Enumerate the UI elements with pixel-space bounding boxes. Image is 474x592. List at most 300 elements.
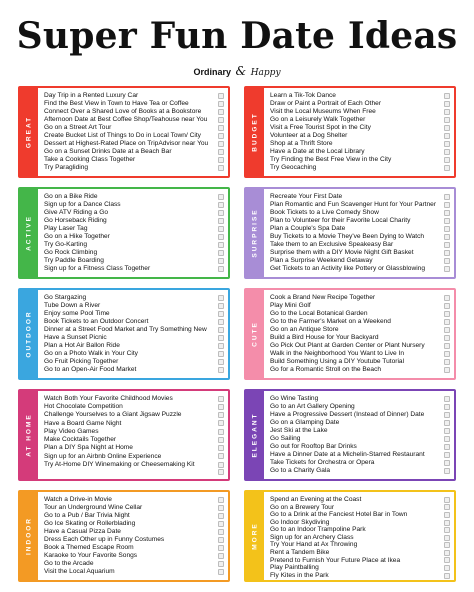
idea-item: [270, 233, 450, 241]
idea-item: [44, 436, 224, 444]
checkbox[interactable]: [444, 535, 450, 541]
section-cute: [244, 288, 456, 380]
checkbox[interactable]: [444, 420, 450, 426]
idea-item: [44, 140, 224, 148]
checkbox[interactable]: [218, 521, 224, 527]
idea-text: Buy Tickets to a Movie They've Been Dying to Watch: [270, 233, 425, 241]
checkbox[interactable]: [444, 497, 450, 503]
idea-item: [270, 395, 450, 403]
ideas-list: [264, 492, 454, 580]
idea-item: [44, 148, 224, 156]
checkbox[interactable]: [444, 250, 450, 256]
idea-text: Go to an Indoor Trampoline Park: [270, 526, 366, 534]
idea-item: [270, 526, 450, 534]
checkbox[interactable]: [218, 258, 224, 264]
idea-text: Go Fruit Picking Together: [44, 358, 119, 366]
checkbox[interactable]: [218, 537, 224, 543]
idea-text: Go to the Local Botanical Garden: [270, 310, 368, 318]
idea-item: [44, 496, 224, 504]
idea-item: [44, 318, 224, 326]
checkbox[interactable]: [444, 101, 450, 107]
idea-item: [270, 209, 450, 217]
idea-item: [44, 302, 224, 310]
idea-text: Go for a Romantic Stroll on the Beach: [270, 366, 382, 374]
checkbox[interactable]: [444, 117, 450, 123]
idea-text: Tube Down a River: [44, 302, 101, 310]
idea-text: Play Mini Golf: [270, 302, 311, 310]
idea-item: [44, 241, 224, 249]
checkbox[interactable]: [444, 218, 450, 224]
idea-text: Jest Ski at the Lake: [270, 427, 328, 435]
checkbox[interactable]: [218, 359, 224, 365]
checkbox[interactable]: [444, 542, 450, 548]
section-label-more: [246, 492, 264, 580]
checkbox[interactable]: [444, 573, 450, 579]
idea-item: [270, 124, 450, 132]
idea-item: [270, 302, 450, 310]
idea-text: Take a Cooking Class Together: [44, 156, 136, 164]
checkbox[interactable]: [444, 351, 450, 357]
idea-item: [270, 557, 450, 565]
checkbox[interactable]: [218, 101, 224, 107]
checkbox[interactable]: [444, 557, 450, 563]
idea-item: [44, 461, 224, 469]
checkbox[interactable]: [444, 210, 450, 216]
idea-item: [44, 124, 224, 132]
checkbox[interactable]: [218, 529, 224, 535]
section-great: [18, 86, 230, 178]
ideas-list: [38, 189, 228, 277]
checkbox[interactable]: [218, 335, 224, 341]
section-label-cute: [246, 290, 264, 378]
idea-text: Walk in the Neighborhood You Want to Live In: [270, 350, 405, 358]
checkbox[interactable]: [218, 202, 224, 208]
checkbox[interactable]: [444, 258, 450, 264]
idea-text: Plan Romantic and Fun Scavenger Hunt for Your Partner: [270, 201, 437, 209]
section-label-indoor: [20, 492, 38, 580]
idea-text: Have a Date at the Local Library: [270, 148, 365, 156]
idea-text: Book a Themed Escape Room: [44, 544, 134, 552]
idea-text: Sign up for a Fitness Class Together: [44, 265, 151, 273]
section-label-active: [20, 189, 38, 277]
idea-item: [44, 294, 224, 302]
idea-item: [44, 469, 224, 475]
idea-item: [270, 519, 450, 527]
section-elegant: [244, 389, 456, 481]
section-at-home: [18, 389, 230, 481]
section-label-text: ELEGANT: [251, 412, 259, 458]
checkbox[interactable]: [218, 553, 224, 559]
idea-item: [44, 552, 224, 560]
checkbox[interactable]: [218, 194, 224, 200]
date-ideas-grid: [18, 86, 456, 582]
idea-item: [270, 241, 450, 249]
idea-text: Take Tickets for Orchestra or Opera: [270, 459, 375, 467]
idea-text: Go on a Photo Walk in Your City: [44, 350, 138, 358]
idea-text: Try Geocaching: [270, 164, 317, 172]
idea-item: [44, 536, 224, 544]
idea-text: Spend an Evening at the Coast: [270, 496, 362, 503]
checkbox[interactable]: [444, 266, 450, 272]
idea-text: Afternoon Date at Best Coffee Shop/Teahouse near You: [44, 116, 208, 124]
idea-item: [270, 511, 450, 519]
checkbox[interactable]: [218, 396, 224, 402]
idea-text: Draw or Paint a Portrait of Each Other: [270, 100, 382, 108]
idea-text: Have a Dinner Date at a Michelin-Starred Restaurant: [270, 451, 425, 459]
ideas-list: [264, 290, 454, 378]
checkbox[interactable]: [444, 512, 450, 518]
checkbox[interactable]: [444, 504, 450, 510]
idea-item: [270, 403, 450, 411]
idea-text: Take them to an Exclusive Speakeasy Bar: [270, 241, 394, 249]
checkbox[interactable]: [444, 460, 450, 466]
checkbox[interactable]: [444, 109, 450, 115]
idea-item: [270, 326, 450, 334]
ideas-list: [38, 492, 228, 580]
idea-text: Go on a Leisurely Walk Together: [270, 116, 366, 124]
checkbox[interactable]: [444, 141, 450, 147]
checkbox[interactable]: [218, 157, 224, 163]
idea-item: [270, 334, 450, 342]
brand-line: [0, 64, 474, 78]
checkbox[interactable]: [444, 202, 450, 208]
checkbox[interactable]: [218, 469, 224, 475]
checkbox[interactable]: [218, 234, 224, 240]
idea-text: Go Stargazing: [44, 294, 87, 301]
idea-item: [44, 249, 224, 257]
checkbox[interactable]: [218, 327, 224, 333]
idea-item: [44, 225, 224, 233]
checkbox[interactable]: [444, 343, 450, 349]
checkbox[interactable]: [444, 565, 450, 571]
idea-item: [270, 100, 450, 108]
checkbox[interactable]: [218, 513, 224, 519]
checkbox[interactable]: [444, 194, 450, 200]
idea-item: [270, 156, 450, 164]
idea-item: [44, 366, 224, 374]
idea-item: [44, 265, 224, 273]
idea-item: [44, 504, 224, 512]
idea-text: Go Sailing: [270, 435, 301, 443]
idea-item: [44, 193, 224, 201]
idea-text: Play Paintballing: [270, 564, 319, 572]
idea-text: Go to a Charity Gala: [270, 467, 331, 475]
idea-item: [44, 403, 224, 411]
checkbox[interactable]: [218, 561, 224, 567]
checkbox[interactable]: [218, 545, 224, 551]
section-label-elegant: [246, 391, 264, 479]
idea-text: Fly Kites in the Park: [270, 571, 329, 579]
ideas-list: [264, 189, 454, 277]
ideas-list: [38, 290, 228, 378]
brand-ampersand: &: [235, 64, 247, 78]
section-outdoor: [18, 288, 230, 380]
checkbox[interactable]: [218, 462, 224, 468]
brand-happy: Happy: [250, 68, 281, 78]
idea-item: [44, 164, 224, 172]
idea-item: [44, 108, 224, 116]
idea-item: [270, 496, 450, 504]
idea-item: [44, 334, 224, 342]
idea-text: Find the Best View in Town to Have Tea or Coffee: [44, 100, 189, 108]
idea-text: Book Tickets to a Live Comedy Show: [270, 209, 379, 217]
checkbox[interactable]: [444, 303, 450, 309]
section-label-text: GREAT: [25, 115, 33, 149]
idea-text: Go on an Antique Store: [270, 326, 339, 334]
idea-item: [44, 528, 224, 536]
idea-text: Sign up for an Archery Class: [270, 533, 354, 541]
idea-text: Sign up for an Airbnb Online Experience: [44, 452, 162, 460]
checkbox[interactable]: [218, 165, 224, 171]
checkbox[interactable]: [444, 319, 450, 325]
idea-item: [270, 358, 450, 366]
idea-text: Go to the Arcade: [44, 560, 94, 568]
checkbox[interactable]: [444, 468, 450, 474]
idea-item: [270, 427, 450, 435]
idea-text: Surprise them with a DIY Movie Night Gift Basket: [270, 249, 414, 257]
idea-text: Visit the Local Aquarium: [44, 568, 115, 576]
idea-item: [270, 132, 450, 140]
checkbox[interactable]: [218, 242, 224, 248]
idea-item: [270, 451, 450, 459]
idea-text: Day Trip in a Rented Luxury Car: [44, 92, 139, 99]
idea-text: Plan a DIY Spa Night at Home: [44, 444, 133, 452]
idea-text: Try Finding the Best Free View in the City: [270, 156, 392, 164]
idea-item: [44, 411, 224, 419]
section-surprise: [244, 187, 456, 279]
checkbox[interactable]: [444, 428, 450, 434]
idea-text: Go on a Street Art Tour: [44, 124, 112, 132]
idea-text: Play Laser Tag: [44, 225, 88, 233]
checkbox[interactable]: [444, 404, 450, 410]
checkbox[interactable]: [444, 444, 450, 450]
checkbox[interactable]: [444, 226, 450, 232]
section-label-text: OUTDOOR: [25, 310, 33, 358]
section-label-text: ACTIVE: [25, 215, 33, 251]
checkbox[interactable]: [444, 125, 450, 131]
checkbox[interactable]: [218, 420, 224, 426]
idea-item: [44, 568, 224, 576]
checkbox[interactable]: [444, 327, 450, 333]
idea-text: Dessert at Highest-Rated Place on TripAdvisor near You: [44, 140, 209, 148]
section-more: [244, 490, 456, 582]
idea-item: [270, 201, 450, 209]
idea-item: [44, 310, 224, 318]
idea-item: [44, 444, 224, 452]
idea-item: [44, 395, 224, 403]
checkbox[interactable]: [218, 429, 224, 435]
checkbox[interactable]: [218, 319, 224, 325]
checkbox[interactable]: [444, 520, 450, 526]
checkbox[interactable]: [444, 311, 450, 317]
idea-item: [44, 116, 224, 124]
checkbox[interactable]: [218, 497, 224, 503]
idea-item: [270, 108, 450, 116]
checkbox[interactable]: [218, 367, 224, 373]
idea-text: Connect Over a Shared Love of Books at a Bookstore: [44, 108, 202, 116]
checkbox[interactable]: [218, 295, 224, 301]
section-label-text: INDOOR: [25, 517, 33, 555]
checkbox[interactable]: [444, 165, 450, 171]
section-label-budget: [246, 88, 264, 176]
ideas-list: [38, 391, 228, 479]
idea-text: Go on a Bike Ride: [44, 193, 98, 200]
idea-text: Sign up for a Dance Class: [44, 201, 121, 209]
idea-item: [270, 225, 450, 233]
checkbox[interactable]: [444, 335, 450, 341]
idea-item: [44, 257, 224, 265]
checkbox[interactable]: [218, 266, 224, 272]
checkbox[interactable]: [444, 527, 450, 533]
idea-text: Enjoy some Pool Time: [44, 310, 110, 318]
checkbox[interactable]: [444, 359, 450, 365]
checkbox[interactable]: [218, 343, 224, 349]
section-label-outdoor: [20, 290, 38, 378]
idea-text: Create Bucket List of Things to Do in Local Town/ City: [44, 132, 201, 140]
idea-text: Volunteer at a Dog Shelter: [270, 132, 348, 140]
idea-item: [44, 560, 224, 568]
section-label-text: CUTE: [251, 321, 259, 347]
idea-text: Go on a Glamping Date: [270, 419, 340, 427]
section-indoor: [18, 490, 230, 582]
checkbox[interactable]: [444, 133, 450, 139]
idea-text: Book Tickets to an Outdoor Concert: [44, 318, 149, 326]
checkbox[interactable]: [218, 149, 224, 155]
checkbox[interactable]: [218, 125, 224, 131]
idea-item: [44, 326, 224, 334]
checkbox[interactable]: [218, 303, 224, 309]
idea-text: Go Horseback Riding: [44, 217, 107, 225]
section-label-at-home: [20, 391, 38, 479]
idea-item: [44, 201, 224, 209]
idea-item: [44, 217, 224, 225]
idea-text: Go on a Brewery Tour: [270, 503, 335, 511]
idea-item: [270, 443, 450, 451]
idea-item: [44, 544, 224, 552]
idea-item: [44, 342, 224, 350]
checkbox[interactable]: [218, 437, 224, 443]
idea-text: Dress Each Other up in Funny Costumes: [44, 536, 165, 544]
idea-item: [44, 453, 224, 461]
checkbox[interactable]: [444, 93, 450, 99]
idea-text: Try Go-Karting: [44, 241, 87, 249]
checkbox[interactable]: [444, 452, 450, 458]
idea-item: [44, 92, 224, 100]
idea-item: [270, 366, 450, 374]
idea-item: [270, 350, 450, 358]
checkbox[interactable]: [218, 210, 224, 216]
checkbox[interactable]: [218, 351, 224, 357]
idea-item: [270, 140, 450, 148]
checkbox[interactable]: [218, 569, 224, 575]
idea-item: [44, 233, 224, 241]
idea-item: [44, 428, 224, 436]
checkbox[interactable]: [218, 453, 224, 459]
idea-item: [44, 512, 224, 520]
idea-text: Try At-Home DIY Winemaking or Cheesemaking Kit: [44, 460, 195, 468]
checkbox[interactable]: [444, 295, 450, 301]
idea-item: [270, 534, 450, 542]
idea-item: [270, 310, 450, 318]
idea-text: Challenge Yourselves to a Giant Jigsaw Puzzle: [44, 411, 182, 419]
idea-text: Go to a Pub / Bar Trivia Night: [44, 512, 130, 520]
checkbox[interactable]: [444, 436, 450, 442]
checkbox[interactable]: [218, 250, 224, 256]
idea-text: Build Something Using a DIY Youtube Tutorial: [270, 358, 405, 366]
idea-text: Go Indoor Skydiving: [270, 518, 330, 526]
idea-item: [44, 156, 224, 164]
idea-text: Try Paddle Boarding: [44, 257, 104, 265]
idea-text: Plan to Volunteer for their Favorite Local Charity: [270, 217, 411, 225]
checkbox[interactable]: [218, 445, 224, 451]
section-label-text: SURPRISE: [251, 208, 259, 258]
page-title: Super Fun Date Ideas: [16, 15, 458, 57]
idea-text: Go to the Farmer's Market on a Weekend: [270, 318, 391, 326]
section-active: [18, 187, 230, 279]
section-budget: [244, 86, 456, 178]
idea-text: Give ATV Riding a Go: [44, 209, 109, 217]
checkbox[interactable]: [218, 141, 224, 147]
checkbox[interactable]: [444, 550, 450, 556]
idea-text: Cook a Brand New Recipe Together: [270, 294, 376, 301]
idea-text: Pretend to Furnish Your Future Place at Ikea: [270, 556, 401, 564]
checkbox[interactable]: [218, 109, 224, 115]
checkbox[interactable]: [218, 117, 224, 123]
ideas-list: [264, 391, 454, 479]
checkbox[interactable]: [444, 242, 450, 248]
idea-text: Go Wine Tasting: [270, 395, 319, 402]
idea-item: [270, 467, 450, 475]
checkbox[interactable]: [444, 367, 450, 373]
checkbox[interactable]: [444, 396, 450, 402]
idea-text: Go on a Sunset Drinks Date at a Beach Bar: [44, 148, 172, 156]
checkbox[interactable]: [444, 234, 450, 240]
idea-text: Go Ice Skating or Rollerblading: [44, 520, 136, 528]
idea-text: Learn a Tik-Tok Dance: [270, 92, 336, 99]
idea-item: [270, 419, 450, 427]
checkbox[interactable]: [218, 404, 224, 410]
idea-item: [44, 100, 224, 108]
checkbox[interactable]: [218, 311, 224, 317]
idea-text: Watch a Drive-in Movie: [44, 496, 112, 503]
checkbox[interactable]: [218, 133, 224, 139]
idea-text: Try Your Hand at Ax Throwing: [270, 541, 358, 549]
idea-item: [270, 217, 450, 225]
idea-item: [270, 435, 450, 443]
checkbox[interactable]: [218, 505, 224, 511]
checkbox[interactable]: [218, 93, 224, 99]
section-label-great: [20, 88, 38, 176]
idea-item: [270, 294, 450, 302]
checkbox[interactable]: [218, 218, 224, 224]
checkbox[interactable]: [444, 149, 450, 155]
idea-text: Visit a Free Tourist Spot in the City: [270, 124, 371, 132]
idea-text: Visit the Local Museums When Free: [270, 108, 376, 116]
idea-text: Go to an Open-Air Food Market: [44, 366, 137, 374]
idea-item: [270, 318, 450, 326]
idea-text: Have a Progressive Dessert (Instead of Dinner) Date: [270, 411, 425, 419]
checkbox[interactable]: [218, 226, 224, 232]
idea-item: [270, 265, 450, 273]
idea-item: [270, 92, 450, 100]
checkbox[interactable]: [218, 412, 224, 418]
checkbox[interactable]: [444, 412, 450, 418]
idea-text: Tour an Underground Wine Cellar: [44, 504, 143, 512]
idea-text: Go on a Hike Together: [44, 233, 110, 241]
idea-text: Go Rock Climbing: [44, 249, 98, 257]
checkbox[interactable]: [444, 157, 450, 163]
section-label-text: MORE: [251, 522, 259, 550]
